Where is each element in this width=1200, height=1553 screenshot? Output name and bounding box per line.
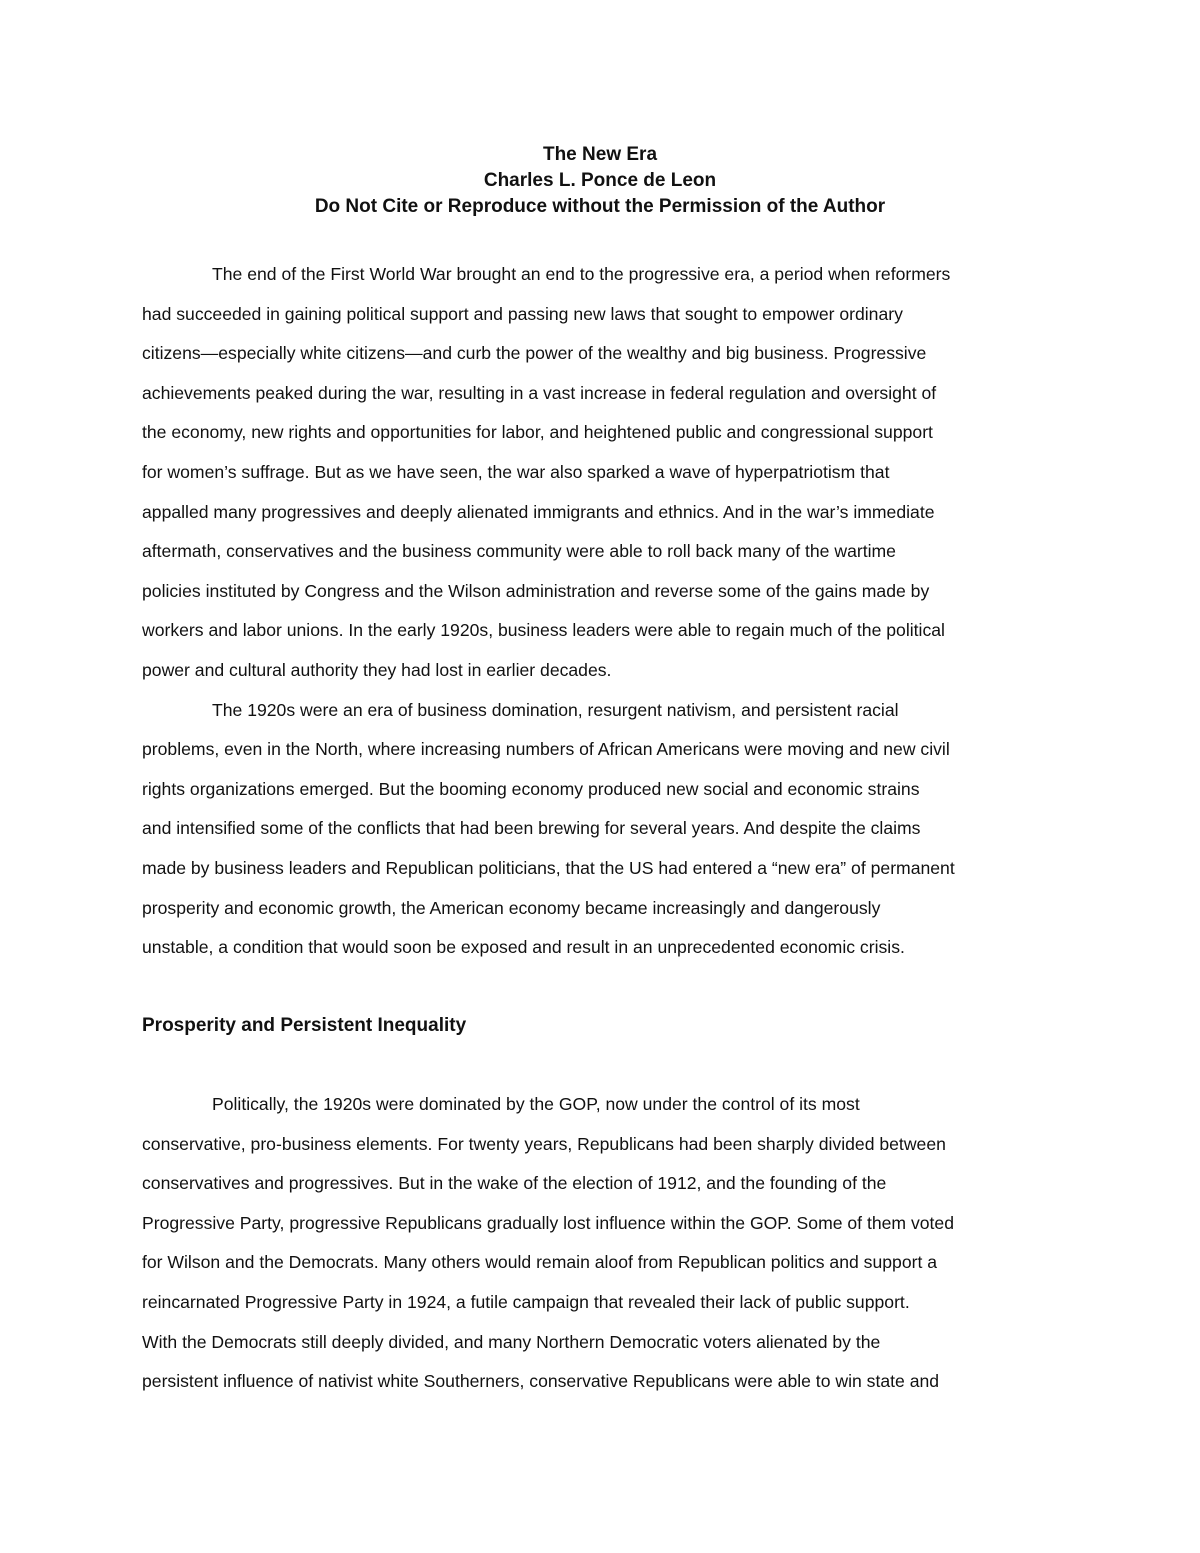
text-line: unstable, a condition that would soon be exposed and result in an unprecedented economic crisis.	[142, 937, 905, 958]
text-line: persistent influence of nativist white Southerners, conservative Republicans were able to win state and	[142, 1371, 940, 1392]
section-paragraph	[142, 1085, 1062, 1402]
text-line: the economy, new rights and opportunities for labor, and heightened public and congressional support	[142, 422, 933, 443]
text-line: Progressive Party, progressive Republicans gradually lost influence within the GOP. Some of them voted	[142, 1212, 955, 1233]
text-line: conservatives and progressives. But in the wake of the election of 1912, and the founding of the	[142, 1173, 887, 1194]
text-line: conservative, pro-business elements. For twenty years, Republicans had been sharply divided between	[142, 1133, 946, 1154]
text-line: reincarnated Progressive Party in 1924, a futile campaign that revealed their lack of public support.	[142, 1291, 910, 1312]
text-line: prosperity and economic growth, the American economy became increasingly and dangerously	[142, 897, 881, 918]
intro-paragraphs	[142, 255, 1062, 968]
text-line: and intensified some of the conflicts that had been brewing for several years. And despite the claims	[142, 818, 921, 839]
text-line: for women’s suffrage. But as we have seen, the war also sparked a wave of hyperpatriotism that	[142, 461, 890, 482]
text-line: The end of the First World War brought an end to the progressive era, a period when reformers	[212, 264, 951, 284]
text-line: for Wilson and the Democrats. Many others would remain aloof from Republican politics and support a	[142, 1252, 938, 1273]
text-line: rights organizations emerged. But the booming economy produced new social and economic strains	[142, 778, 920, 799]
text-line: had succeeded in gaining political support and passing new laws that sought to empower ordinary	[142, 303, 903, 324]
text-line: policies instituted by Congress and the Wilson administration and reverse some of the gains made by	[142, 580, 930, 601]
text-line: aftermath, conservatives and the business community were able to roll back many of the wartime	[142, 541, 896, 562]
text-line: citizens—especially white citizens—and curb the power of the wealthy and big business. Progressive	[142, 343, 927, 364]
text-line: made by business leaders and Republican politicians, that the US had entered a “new era” of permanent	[142, 857, 955, 878]
text-line: workers and labor unions. In the early 1920s, business leaders were able to regain much of the political	[142, 620, 945, 641]
copyright-notice: Do Not Cite or Reproduce without the Permission of the Author	[314, 196, 886, 217]
title-block	[0, 142, 1200, 220]
document-title: The New Era	[542, 144, 658, 165]
text-line: power and cultural authority they had lost in earlier decades.	[142, 659, 612, 680]
document-author: Charles L. Ponce de Leon	[483, 170, 717, 191]
text-line: With the Democrats still deeply divided, and many Northern Democratic voters alienated by the	[142, 1331, 881, 1352]
text-line: The 1920s were an era of business domination, resurgent nativism, and persistent racial	[212, 699, 899, 720]
text-line: Politically, the 1920s were dominated by the GOP, now under the control of its most	[212, 1094, 860, 1114]
text-line: problems, even in the North, where increasing numbers of African Americans were moving and new civil	[142, 739, 950, 760]
text-line: achievements peaked during the war, resulting in a vast increase in federal regulation and oversight of	[142, 382, 937, 403]
text-line: appalled many progressives and deeply alienated immigrants and ethnics. And in the war’s immediate	[142, 501, 935, 522]
section-heading: Prosperity and Persistent Inequality	[142, 1015, 467, 1036]
